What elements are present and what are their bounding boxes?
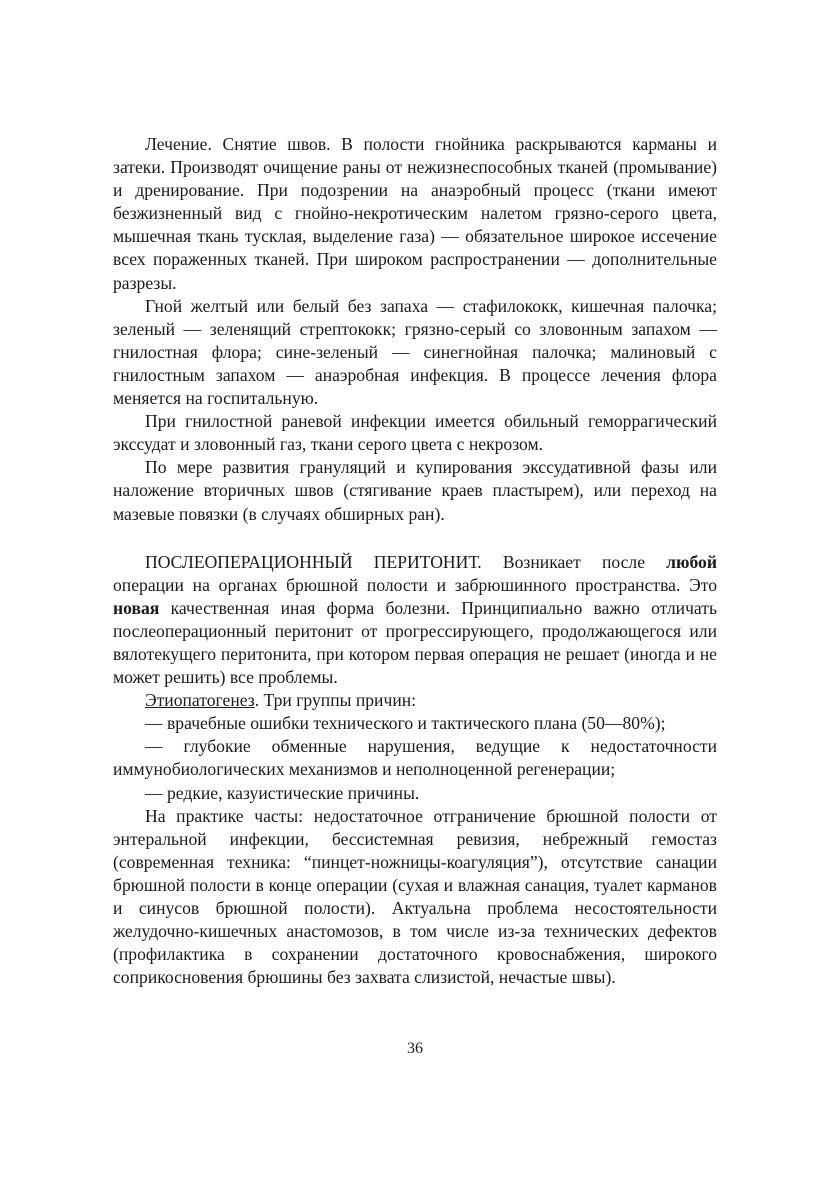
paragraph-treatment: Лечение. Снятие швов. В полости гнойника раскрываются карманы и затеки. Производят очищение раны от нежизнеспособных тканей (промывание) и дренирование. При подозрении на анаэробный процесс (ткани имеют безжизненный вид с гнойно-некротическим налетом грязно-серого цвета, мышечная ткань тусклая, выделение газа) — обязательное широкое иссечение всех пораженных тканей. При широком распространении — дополнительные разрезы. xyxy=(113,134,717,293)
emphasis-new: новая xyxy=(113,597,160,618)
list-item-metabolic: — глубокие обменные нарушения, ведущие к недостаточности иммунобиологических механизмов и неполноценной регенерации; xyxy=(113,736,717,780)
paragraph-peritonitis-intro xyxy=(113,551,717,690)
page-body xyxy=(113,133,717,989)
section-gap xyxy=(113,526,717,551)
list-item-errors: — врачебные ошибки технического и тактического плана (50—80%); xyxy=(145,713,666,734)
paragraph-pus-types: Гной желтый или белый без запаха — стафилококк, кишечная палочка; зеленый — зеленящий стрептококк; грязно-серый со зловонным запахом — гнилостная флора; сине-зеленый — синегнойная палочка; малиновый с гнилостным запахом — анаэробная инфекция. В процессе лечения флора меняется на госпитальную. xyxy=(113,295,717,409)
paragraph-etiopathogenesis xyxy=(113,689,717,712)
page-number: 36 xyxy=(407,1040,423,1057)
paragraph-putrid-infection: При гнилостной раневой инфекции имеется обильный геморрагический экссудат и зловонный газ, ткани серого цвета с некрозом. xyxy=(113,411,717,455)
peritonitis-text-3: качественная иная форма болезни. Принципиально важно отличать послеоперационный перитонит от прогрессирующего, продолжающегося или вялотекущего перитонита, при котором первая операция не решает (иногда и не может решить) все проблемы. xyxy=(113,597,717,688)
etiopathogenesis-text: . Три группы причин: xyxy=(254,690,417,711)
paragraph-granulation: По мере развития грануляций и купирования экссудативной фазы или наложение вторичных швов (стягивание краев пластырем), или переход на мазевые повязки (в случаях обширных ран). xyxy=(113,457,717,524)
emphasis-any: любой xyxy=(666,551,717,572)
peritonitis-text-1: ПОСЛЕОПЕРАЦИОННЫЙ ПЕРИТОНИТ. Возникает после xyxy=(145,551,667,572)
paragraph-practice: На практике часты: недостаточное отграничение брюшной полости от энтеральной инфекции, бессистемная ревизия, небрежный гемостаз (современная техника: “пинцет-ножницы-коагуляция”), отсутствие санации брюшной полости в конце операции (сухая и влажная санация, туалет карманов и синусов брюшной полости). Актуальна проблема несостоятельности желудочно-кишечных анастомозов, в том числе из-за технических дефектов (профилактика в сохранении достаточного кровоснабжения, широкого соприкосновения брюшины без захвата слизистой, нечастые швы). xyxy=(113,805,717,988)
list-item-rare: — редкие, казуистические причины. xyxy=(145,782,420,803)
peritonitis-text-2: операции на органах брюшной полости и забрюшинного пространства. Это xyxy=(113,574,717,595)
etiopathogenesis-heading: Этиопатогенез xyxy=(145,690,255,711)
